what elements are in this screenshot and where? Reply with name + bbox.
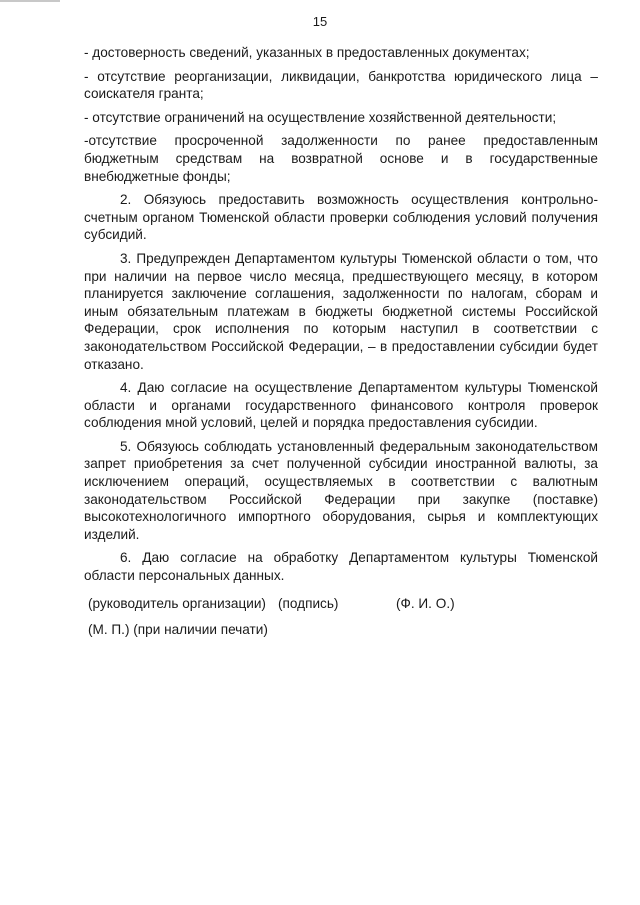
clause-4: 4. Даю согласие на осуществление Департаментом культуры Тюменской области и органами государственного финансового контроля проверок соблюдения мной условий, целей и порядка предоставления субсидии. (84, 380, 598, 431)
clause-5: 5. Обязуюсь соблюдать установленный федеральным законодательством запрет приобретения за счет полученной субсидии иностранной валюты, за исключением операций, осуществляемых в соответствии с валютным законодательством Российской Федерации при закупке (поставке) высокотехнологичного импортного оборудования, сырья и комплектующих изделий. (84, 438, 598, 542)
signature-head-label: (руководитель организации) (88, 595, 266, 611)
page-number: 15 (312, 14, 328, 29)
signature-sign-label: (подпись) (278, 595, 339, 611)
clause-6: 6. Даю согласие на обработку Департаментом культуры Тюменской области персональных данных. (84, 550, 598, 584)
document-body (84, 44, 598, 638)
clause-3: 3. Предупрежден Департаментом культуры Тюменской области о том, что при наличии на первое число месяца, предшествующего месяцу, в котором планируется заключение соглашения, задолженности по налогам, сборам и иным обязательным платежам в бюджеты бюджетной системы Российской Федерации, срок исполнения по которым наступил в соответствии с законодательством Российской Федерации, – в предоставлении субсидии будет отказано. (84, 250, 598, 372)
list-item: -отсутствие просроченной задолженности по ранее предоставленным бюджетным средствам на возвратной основе и в государственные внебюджетные фонды; (84, 133, 598, 184)
list-item: - достоверность сведений, указанных в предоставленных документах; (84, 45, 530, 60)
list-item: - отсутствие реорганизации, ликвидации, банкротства юридического лица – соискателя гранта; (84, 68, 598, 102)
corner-mark (0, 0, 60, 2)
stamp-label: (М. П.) (при наличии печати) (88, 621, 268, 637)
signature-fio-label: (Ф. И. О.) (396, 595, 455, 611)
signature-line (84, 595, 598, 615)
list-item: - отсутствие ограничений на осуществление хозяйственной деятельности; (84, 109, 557, 125)
clause-2: 2. Обязуюсь предоставить возможность осуществления контрольно-счетным органом Тюменской области проверки соблюдения условий получения субсидий. (84, 192, 598, 243)
